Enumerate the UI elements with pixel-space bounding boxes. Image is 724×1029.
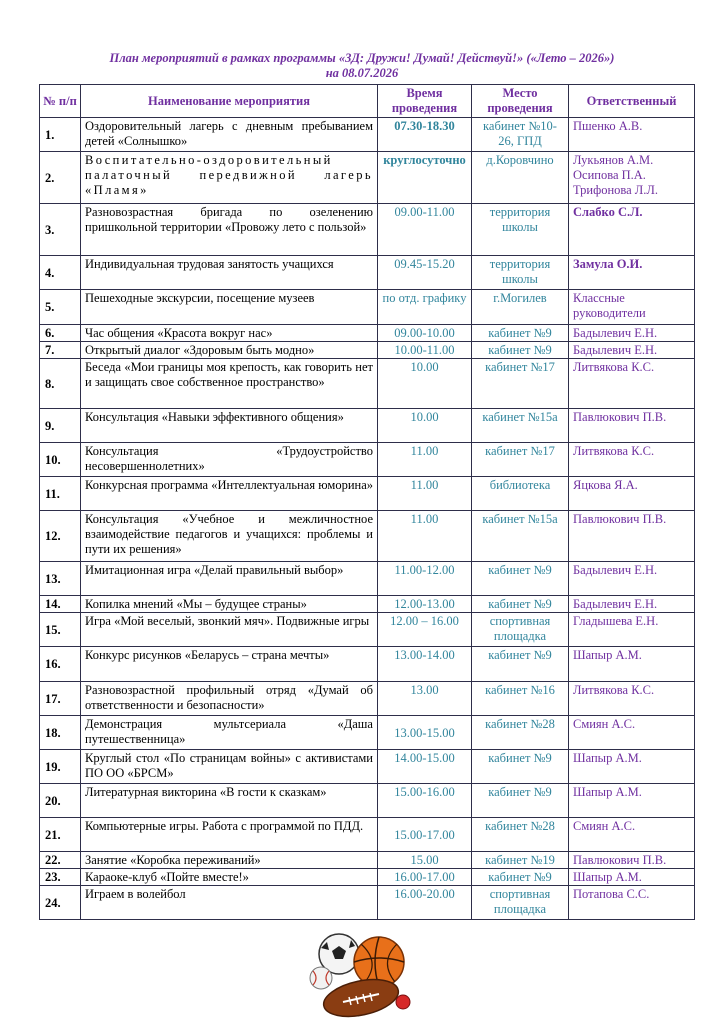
- row-resp: Павлюкович П.В.: [569, 511, 695, 562]
- row-resp: Смиян А.С.: [569, 716, 695, 750]
- row-resp: Шапыр А.М.: [569, 784, 695, 818]
- row-time: 16.00-20.00: [378, 886, 472, 920]
- row-place: кабинет №15а: [472, 511, 569, 562]
- row-name: Разновозрастной профильный отряд «Думай об ответственности и безопасности»: [81, 682, 378, 716]
- row-place: кабинет №9: [472, 342, 569, 359]
- row-num: 18.: [40, 716, 81, 750]
- row-name: Литературная викторина «В гости к сказкам»: [81, 784, 378, 818]
- title-line-2: на 08.07.2026: [325, 66, 399, 80]
- row-num: 21.: [40, 818, 81, 852]
- table-row: [40, 647, 695, 682]
- row-place: территория школы: [472, 256, 569, 290]
- table-row: [40, 342, 695, 359]
- table-row: [40, 886, 695, 920]
- row-num: 12.: [40, 511, 81, 562]
- row-resp: Замула О.И.: [569, 256, 695, 290]
- row-place: кабинет №9: [472, 325, 569, 342]
- row-name: Играем в волейбол: [81, 886, 378, 920]
- row-name: Караоке-клуб «Пойте вместе!»: [81, 869, 378, 886]
- row-resp: Бадылевич Е.Н.: [569, 342, 695, 359]
- table-row: [40, 750, 695, 784]
- row-name: Индивидуальная трудовая занятость учащихся: [81, 256, 378, 290]
- row-name: Консультация «Навыки эффективного общения»: [81, 409, 378, 443]
- table-row: [40, 290, 695, 325]
- row-place: кабинет №9: [472, 869, 569, 886]
- row-place: кабинет №9: [472, 596, 569, 613]
- row-resp: Бадылевич Е.Н.: [569, 325, 695, 342]
- row-time: 09.00-11.00: [378, 204, 472, 256]
- header-resp: Ответственный: [569, 85, 695, 118]
- row-name: Беседа «Мои границы моя крепость, как говорить нет и защищать свое собственное пространство»: [81, 359, 378, 409]
- row-place: кабинет №17: [472, 359, 569, 409]
- row-time: 10.00: [378, 359, 472, 409]
- table-row: [40, 256, 695, 290]
- row-place: д.Коровчино: [472, 152, 569, 204]
- row-resp: Павлюкович П.В.: [569, 852, 695, 869]
- table-row: [40, 359, 695, 409]
- row-resp: Слабко С.Л.: [569, 204, 695, 256]
- row-place: территория школы: [472, 204, 569, 256]
- row-time: 07.30-18.30: [378, 118, 472, 152]
- row-resp: Шапыр А.М.: [569, 869, 695, 886]
- row-place: кабинет №19: [472, 852, 569, 869]
- table-row: [40, 869, 695, 886]
- row-name: Час общения «Красота вокруг нас»: [81, 325, 378, 342]
- row-time: 12.00 – 16.00: [378, 613, 472, 647]
- row-place: кабинет №9: [472, 562, 569, 596]
- row-resp: Смиян А.С.: [569, 818, 695, 852]
- row-time: 14.00-15.00: [378, 750, 472, 784]
- row-name: Компьютерные игры. Работа с программой по ПДД.: [81, 818, 378, 852]
- row-name: Копилка мнений «Мы – будущее страны»: [81, 596, 378, 613]
- row-resp: Литвякова К.С.: [569, 443, 695, 477]
- row-time: 11.00: [378, 477, 472, 511]
- row-place: кабинет №9: [472, 784, 569, 818]
- schedule-table: [39, 84, 695, 920]
- row-num: 6.: [40, 325, 81, 342]
- table-row: [40, 118, 695, 152]
- row-num: 14.: [40, 596, 81, 613]
- row-time: 11.00: [378, 443, 472, 477]
- row-name: Консультация «Трудоустройство несовершеннолетних»: [81, 443, 378, 477]
- row-place: г.Могилев: [472, 290, 569, 325]
- table-row: [40, 562, 695, 596]
- row-num: 16.: [40, 647, 81, 682]
- row-num: 20.: [40, 784, 81, 818]
- table-row: [40, 443, 695, 477]
- row-time: 10.00: [378, 409, 472, 443]
- row-name: Открытый диалог «Здоровым быть модно»: [81, 342, 378, 359]
- row-place: спортивная площадка: [472, 886, 569, 920]
- row-time: по отд. графику: [378, 290, 472, 325]
- row-time: 09.00-10.00: [378, 325, 472, 342]
- row-place: кабинет №9: [472, 647, 569, 682]
- row-name: Занятие «Коробка переживаний»: [81, 852, 378, 869]
- row-resp: Литвякова К.С.: [569, 682, 695, 716]
- row-name: Демонстрация мультсериала «Даша путешественница»: [81, 716, 378, 750]
- row-time: 15.00: [378, 852, 472, 869]
- table-row: [40, 152, 695, 204]
- row-num: 15.: [40, 613, 81, 647]
- table-row: [40, 204, 695, 256]
- row-name: Консультация «Учебное и межличностное взаимодействие педагогов и учащихся: проблемы и пути их решения»: [81, 511, 378, 562]
- row-time: 11.00-12.00: [378, 562, 472, 596]
- row-place: кабинет №28: [472, 818, 569, 852]
- row-name: Воспитательно-оздоровительный палаточный передвижной лагерь «Пламя»: [81, 152, 378, 204]
- table-row: [40, 409, 695, 443]
- page-title: [0, 51, 724, 81]
- row-name: Круглый стол «По страницам войны» с активистами ПО ОО «БРСМ»: [81, 750, 378, 784]
- header-place: Место проведения: [472, 85, 569, 118]
- row-resp: Классные руководители: [569, 290, 695, 325]
- row-num: 13.: [40, 562, 81, 596]
- row-resp: Павлюкович П.В.: [569, 409, 695, 443]
- row-resp: Потапова С.С.: [569, 886, 695, 920]
- table-row: [40, 716, 695, 750]
- row-resp: Шапыр А.М.: [569, 750, 695, 784]
- row-place: кабинет №15а: [472, 409, 569, 443]
- table-row: [40, 818, 695, 852]
- row-resp: Гладышева Е.Н.: [569, 613, 695, 647]
- table-row: [40, 852, 695, 869]
- row-resp: Яцкова Я.А.: [569, 477, 695, 511]
- row-num: 4.: [40, 256, 81, 290]
- row-place: кабинет №28: [472, 716, 569, 750]
- row-resp: Бадылевич Е.Н.: [569, 596, 695, 613]
- sports-balls-illustration: [305, 928, 425, 1024]
- table-header-row: [40, 85, 695, 118]
- row-num: 22.: [40, 852, 81, 869]
- row-num: 1.: [40, 118, 81, 152]
- row-num: 19.: [40, 750, 81, 784]
- row-resp: Лукьянов А.М. Осипова П.А. Трифонова Л.Л.: [569, 152, 695, 204]
- row-name: Имитационная игра «Делай правильный выбор»: [81, 562, 378, 596]
- row-name: Оздоровительный лагерь с дневным пребыванием детей «Солнышко»: [81, 118, 378, 152]
- row-resp: Пшенко А.В.: [569, 118, 695, 152]
- row-place: спортивная площадка: [472, 613, 569, 647]
- row-num: 17.: [40, 682, 81, 716]
- row-time: 16.00-17.00: [378, 869, 472, 886]
- sports-balls-icon: [305, 928, 425, 1024]
- row-num: 5.: [40, 290, 81, 325]
- table-row: [40, 682, 695, 716]
- row-time: 10.00-11.00: [378, 342, 472, 359]
- row-num: 9.: [40, 409, 81, 443]
- header-name: Наименование мероприятия: [81, 85, 378, 118]
- row-time: 11.00: [378, 511, 472, 562]
- row-time: 15.00-17.00: [378, 818, 472, 852]
- row-place: кабинет №16: [472, 682, 569, 716]
- row-name: Пешеходные экскурсии, посещение музеев: [81, 290, 378, 325]
- row-place: кабинет №10-26, ГПД: [472, 118, 569, 152]
- row-num: 3.: [40, 204, 81, 256]
- row-place: библиотека: [472, 477, 569, 511]
- table-row: [40, 477, 695, 511]
- table-row: [40, 511, 695, 562]
- header-time: Время проведения: [378, 85, 472, 118]
- row-resp: Бадылевич Е.Н.: [569, 562, 695, 596]
- title-line-1: План мероприятий в рамках программы «3Д: Дружи! Думай! Действуй!» («Лето – 2026»): [109, 51, 615, 65]
- row-name: Игра «Мой веселый, звонкий мяч». Подвижные игры: [81, 613, 378, 647]
- row-num: 7.: [40, 342, 81, 359]
- row-name: Разновозрастная бригада по озеленению пришкольной территории «Провожу лето с пользой»: [81, 204, 378, 256]
- row-num: 24.: [40, 886, 81, 920]
- row-place: кабинет №9: [472, 750, 569, 784]
- header-num: № п/п: [40, 85, 81, 118]
- table-row: [40, 325, 695, 342]
- row-time: 13.00: [378, 682, 472, 716]
- row-num: 2.: [40, 152, 81, 204]
- row-name: Конкурс рисунков «Беларусь – страна мечты»: [81, 647, 378, 682]
- row-time: 09.45-15.20: [378, 256, 472, 290]
- row-time: 13.00-15.00: [378, 716, 472, 750]
- row-time: 12.00-13.00: [378, 596, 472, 613]
- row-name: Конкурсная программа «Интеллектуальная юморина»: [81, 477, 378, 511]
- row-time: 15.00-16.00: [378, 784, 472, 818]
- row-time: круглосуточно: [378, 152, 472, 204]
- table-row: [40, 596, 695, 613]
- row-time: 13.00-14.00: [378, 647, 472, 682]
- row-resp: Шапыр А.М.: [569, 647, 695, 682]
- row-place: кабинет №17: [472, 443, 569, 477]
- row-num: 8.: [40, 359, 81, 409]
- table-row: [40, 784, 695, 818]
- row-num: 10.: [40, 443, 81, 477]
- row-num: 11.: [40, 477, 81, 511]
- table-row: [40, 613, 695, 647]
- row-num: 23.: [40, 869, 81, 886]
- row-resp: Литвякова К.С.: [569, 359, 695, 409]
